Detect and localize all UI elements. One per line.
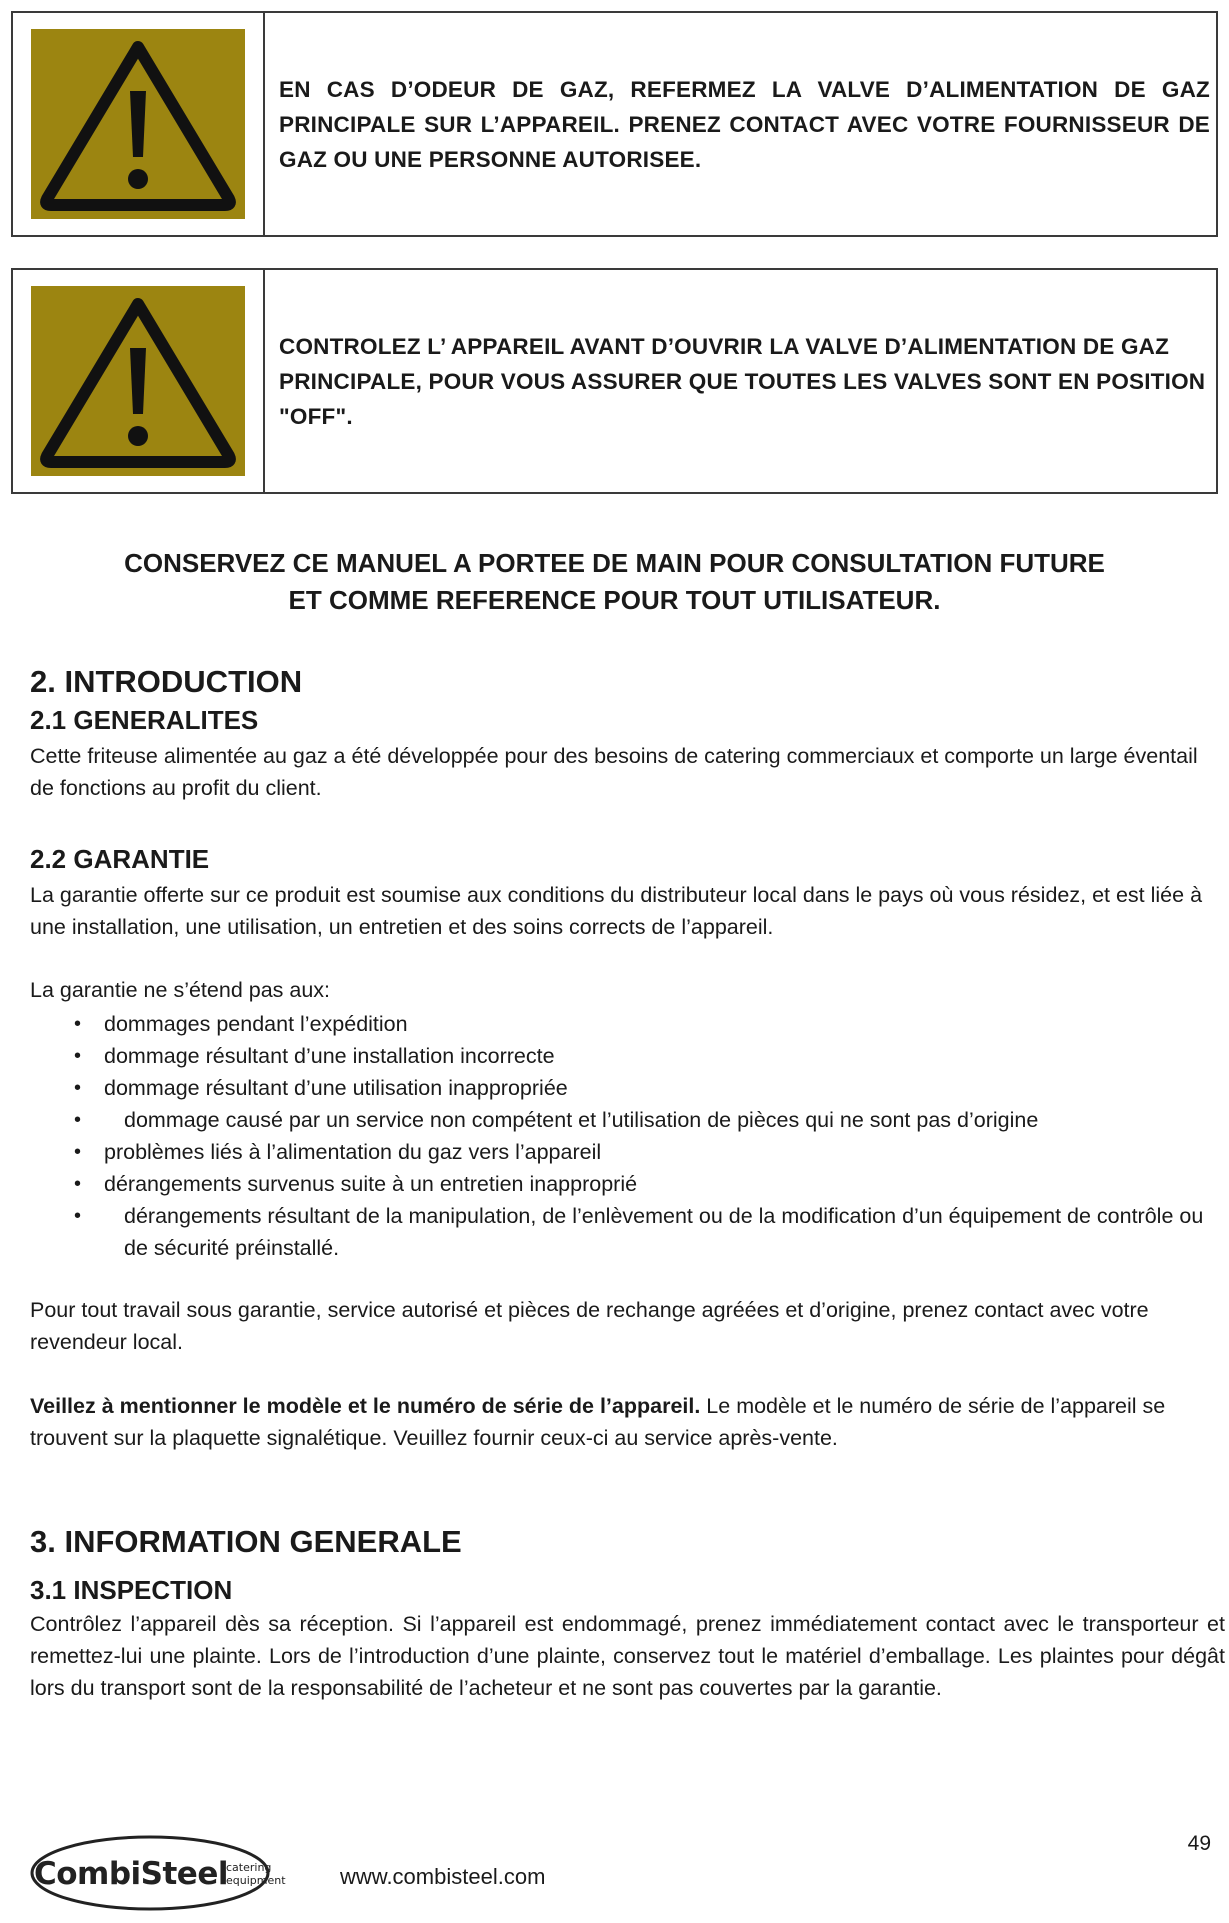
keep-manual-notice bbox=[0, 545, 1229, 619]
gas-odor-warning-box bbox=[11, 11, 1218, 237]
warning-triangle-icon bbox=[31, 29, 245, 219]
generalites-paragraph: Cette friteuse alimentée au gaz a été développée pour des besoins de catering commerciaux et comporte un large éventail de fonctions au profit du client. bbox=[30, 744, 1198, 800]
combisteel-logo bbox=[30, 1833, 305, 1913]
subsection-title-garantie: 2.2 GARANTIE bbox=[30, 844, 210, 874]
subsection-title-inspection: 3.1 INSPECTION bbox=[30, 1575, 233, 1605]
list-item: • dommage résultant d’une utilisation inappropriée bbox=[74, 1072, 1224, 1104]
notice-line-2: ET COMME REFERENCE POUR TOUT UTILISATEUR. bbox=[288, 585, 941, 615]
page-number: 49 bbox=[1187, 1832, 1211, 1855]
svg-text:CombiSteel: CombiSteel bbox=[34, 1856, 228, 1892]
warning-icon-cell bbox=[13, 13, 265, 235]
svg-text:catering: catering bbox=[226, 1861, 272, 1874]
list-item: • dommage causé par un service non compétent et l’utilisation de pièces qui ne sont pas d’origine bbox=[74, 1104, 1224, 1136]
inspection-paragraph: Contrôlez l’appareil dès sa réception. Si l’appareil est endommagé, prenez immédiatement contact avec le transporteur et remettez-lui une plainte. Lors de l’introduction d’une plainte, conservez tout le matériel d’emballage. Les plaintes pour dégât lors du transport sont de la responsabilité de l’acheteur et ne sont pas couvertes par la garantie. bbox=[30, 1612, 1225, 1700]
section-title-information-generale: 3. INFORMATION GENERALE bbox=[30, 1524, 462, 1559]
service-paragraph: Pour tout travail sous garantie, service autorisé et pièces de rechange agréées et d’origine, prenez contact avec votre revendeur local. bbox=[30, 1298, 1149, 1354]
garantie-exclusions-list bbox=[74, 1008, 1224, 1264]
notice-line-1: CONSERVEZ CE MANUEL A PORTEE DE MAIN POUR CONSULTATION FUTURE bbox=[124, 548, 1105, 578]
subsection-title-generalites: 2.1 GENERALITES bbox=[30, 705, 259, 735]
serial-number-emphasis: Veillez à mentionner le modèle et le numéro de série de l’appareil. bbox=[30, 1394, 701, 1418]
garantie-exclusions-intro: La garantie ne s’étend pas aux: bbox=[30, 978, 331, 1002]
section-title-introduction: 2. INTRODUCTION bbox=[30, 664, 303, 699]
list-item: • problèmes liés à l’alimentation du gaz vers l’appareil bbox=[74, 1136, 1224, 1168]
warning-text: CONTROLEZ L’ APPAREIL AVANT D’OUVRIR LA VALVE D’ALIMENTATION DE GAZ PRINCIPALE, POUR VOUS ASSURER QUE TOUTES LES VALVES SONT EN POSITION "OFF". bbox=[279, 333, 1206, 429]
list-item: • dérangements résultant de la manipulation, de l’enlèvement ou de la modification d’un équipement de contrôle ou de sécurité préinstallé. bbox=[74, 1200, 1224, 1264]
serial-number-text: Le modèle et le numéro de série de l’appareil se trouvent sur la plaquette signalétique. Veuillez fournir ceux-ci au service après-vente. bbox=[30, 1394, 1166, 1450]
website-url[interactable]: www.combisteel.com bbox=[340, 1864, 546, 1889]
warning-triangle-icon bbox=[31, 286, 245, 476]
serial-number-paragraph bbox=[30, 1390, 1225, 1454]
svg-text:equipment: equipment bbox=[226, 1874, 286, 1887]
list-item: • dommages pendant l’expédition bbox=[74, 1008, 1224, 1040]
list-item: • dommage résultant d’une installation incorrecte bbox=[74, 1040, 1224, 1072]
garantie-paragraph: La garantie offerte sur ce produit est soumise aux conditions du distributeur local dans le pays où vous résidez, et est liée à une installation, une utilisation, un entretien et des soins corrects de l’appareil. bbox=[30, 883, 1203, 939]
list-item: • dérangements survenus suite à un entretien inapproprié bbox=[74, 1168, 1224, 1200]
warning-text: EN CAS D’ODEUR DE GAZ, REFERMEZ LA VALVE D’ALIMENTATION DE GAZ PRINCIPALE SUR L’APPAREIL. PRENEZ CONTACT AVEC VOTRE FOURNISSEUR DE GAZ OU UNE PERSONNE AUTORISEE. bbox=[279, 76, 1210, 172]
warning-icon-cell bbox=[13, 270, 265, 492]
valve-check-warning-box bbox=[11, 268, 1218, 494]
